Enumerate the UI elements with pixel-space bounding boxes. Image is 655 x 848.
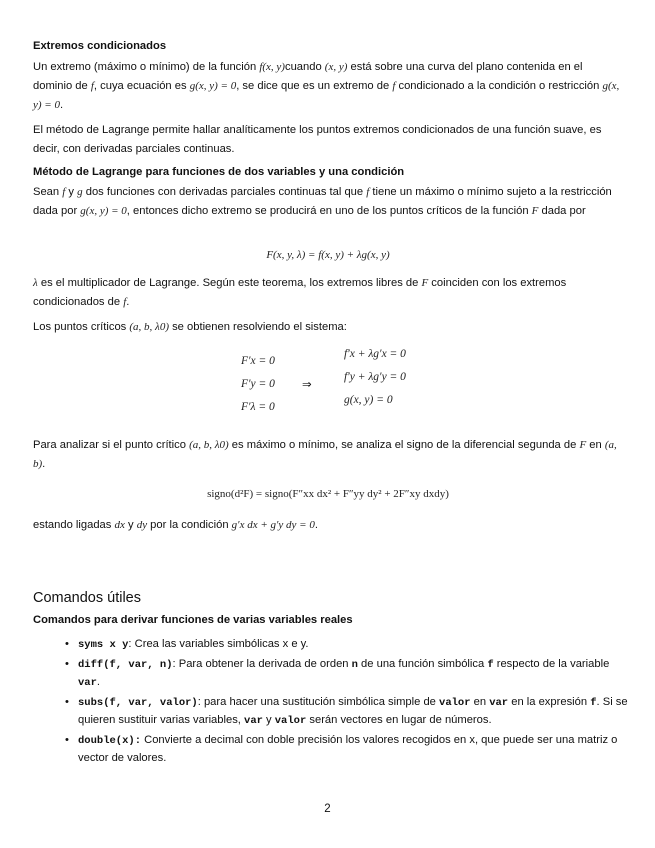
list-item: • double(x): Convierte a decimal con doble precisión los valores recogidos en x, que puede ser una matriz o vector de valores.: [62, 732, 630, 768]
paragraph-lagrange-intro: El método de Lagrange permite hallar analíticamente los puntos extremos condicionados de una función suave, es decir, con derivadas parciales continuas.: [33, 124, 602, 155]
equation-y: f′y + λg′y = 0: [344, 371, 406, 383]
sign-formula: signo(d²F) = signo(F″xx dx² + F″yy dy² + 2F″xy dxdy): [207, 488, 449, 500]
list-item: • diff(f, var, n): Para obtener la derivada de orden n de una función simbólica f respecto de la variable var.: [62, 656, 630, 693]
lagrange-function-formula: F(x, y, λ) = f(x, y) + λg(x, y): [266, 249, 390, 261]
section-title-extremos: Extremos condicionados: [33, 40, 167, 52]
paragraph-theorem: Sean f y g dos funciones con derivadas parciales continuas tal que f tiene un máximo o mínimo sujeto a la restricción dada por g(x, y) = 0, entonces dicho extremo se producirá en uno de los puntos críticos de la función F dada por: [33, 186, 612, 217]
paragraph-critical-points: Los puntos críticos (a, b, λ0) se obtienen resolviendo el sistema:: [33, 321, 347, 333]
equation-constraint: g(x, y) = 0: [344, 394, 393, 406]
equation-fy: F′y = 0: [241, 378, 275, 390]
commands-list: [62, 636, 630, 769]
subsection-title-derivar: Comandos para derivar funciones de varias variables reales: [33, 614, 353, 626]
paragraph-linked-differentials: estando ligadas dx y dy por la condición g′x dx + g′y dy = 0.: [33, 519, 318, 531]
equation-fx: F′x = 0: [241, 355, 275, 367]
paragraph-second-differential: Para analizar si el punto crítico (a, b, λ0) es máximo o mínimo, se analiza el signo de la diferencial segunda de F en (a, b).: [33, 439, 617, 470]
system-left: [241, 350, 275, 419]
equation-x: f′x + λg′x = 0: [344, 348, 406, 360]
page-number: 2: [324, 803, 331, 815]
system-right: [344, 343, 406, 412]
equation-flambda: F′λ = 0: [241, 401, 275, 413]
list-item: • syms x y: Crea las variables simbólicas x e y.: [62, 636, 630, 655]
implies-arrow: ⇒: [302, 379, 312, 391]
section-title-comandos: Comandos útiles: [33, 590, 141, 606]
paragraph-definition: Un extremo (máximo o mínimo) de la función f(x, y)cuando (x, y) está sobre una curva del plano contenida en el dominio de f, cuya ecuación es g(x, y) = 0, se dice que es un extremo de f condicionado a la condición o restricción g(x, y) = 0.: [33, 61, 620, 111]
paragraph-multiplier: λ es el multiplicador de Lagrange. Según este teorema, los extremos libres de F coinciden con los extremos condicionados de f.: [33, 277, 567, 308]
section-title-metodo: Método de Lagrange para funciones de dos variables y una condición: [33, 166, 405, 178]
list-item: • subs(f, var, valor): para hacer una sustitución simbólica simple de valor en var en la expresión f. Si se quieren sustituir varias variables, var y valor serán vectores en lugar de números.: [62, 694, 630, 731]
